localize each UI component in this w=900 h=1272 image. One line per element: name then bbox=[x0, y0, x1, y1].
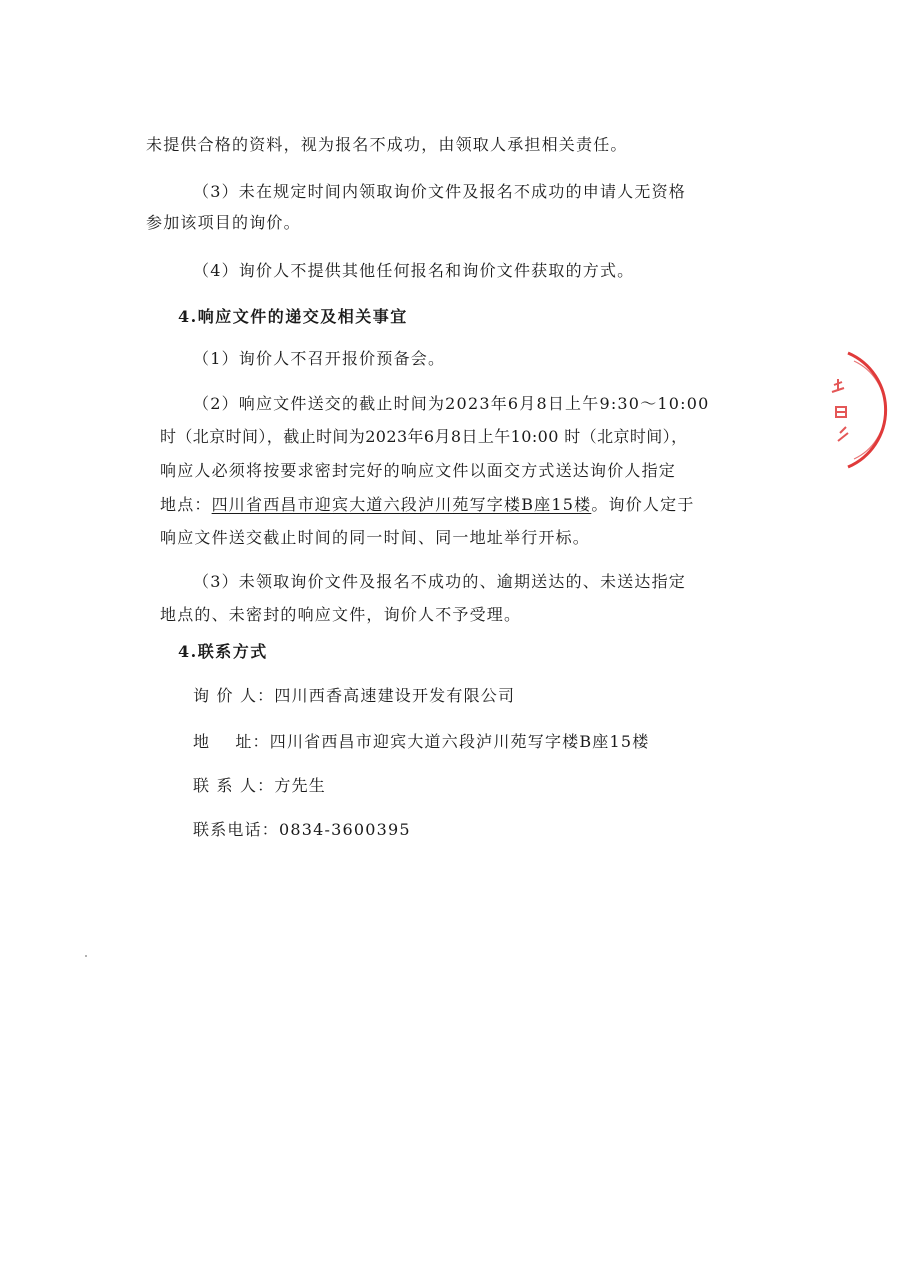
contact-row bbox=[193, 774, 326, 798]
contact-row bbox=[193, 730, 649, 754]
section-heading: 4.响应文件的递交及相关事宜 bbox=[178, 307, 408, 326]
underlined-address: 四川省西昌市迎宾大道六段泸川苑写字楼B座15楼 bbox=[211, 495, 592, 514]
seal-stamp-icon bbox=[800, 345, 890, 475]
contact-label: 联 系 人： bbox=[193, 776, 275, 795]
paragraph-line: 参加该项目的询价。 bbox=[146, 213, 301, 232]
section-heading: 4.联系方式 bbox=[178, 642, 268, 661]
paragraph-line: 响应人必须将按要求密封完好的响应文件以面交方式送达询价人指定 bbox=[160, 461, 677, 480]
paragraph-line: （3）未在规定时间内领取询价文件及报名不成功的申请人无资格 bbox=[193, 182, 686, 201]
contact-row bbox=[193, 818, 411, 842]
contact-label: 地 址： bbox=[193, 732, 270, 751]
paragraph-line: 响应文件送交截止时间的同一时间、同一地址举行开标。 bbox=[160, 528, 591, 547]
paragraph-line: 时（北京时间），截止时间为2023年6月8日上午10:00 时（北京时间）， bbox=[160, 427, 688, 446]
paragraph-line: 地点的、未密封的响应文件，询价人不予受理。 bbox=[160, 605, 522, 624]
text-fragment: 地点： bbox=[160, 495, 212, 514]
paragraph-line: （1）询价人不召开报价预备会。 bbox=[193, 349, 446, 368]
paragraph-line: （3）未领取询价文件及报名不成功的、逾期送达的、未送达指定 bbox=[193, 572, 686, 591]
contact-value: 四川省西昌市迎宾大道六段泸川苑写字楼B座15楼 bbox=[269, 732, 650, 751]
contact-value: 0834-3600395 bbox=[279, 820, 411, 839]
text-fragment: 。询价人定于 bbox=[591, 495, 695, 514]
scan-speck bbox=[85, 955, 87, 957]
contact-value: 方先生 bbox=[274, 776, 326, 795]
paragraph-line: （4）询价人不提供其他任何报名和询价文件获取的方式。 bbox=[193, 261, 635, 280]
contact-row bbox=[193, 684, 515, 708]
paragraph-line bbox=[160, 493, 695, 517]
paragraph-line: 未提供合格的资料，视为报名不成功，由领取人承担相关责任。 bbox=[146, 135, 628, 154]
contact-value: 四川西香高速建设开发有限公司 bbox=[274, 686, 516, 705]
contact-label: 联系电话： bbox=[193, 820, 280, 839]
paragraph-line: （2）响应文件送交的截止时间为2023年6月8日上午9:30～10:00 bbox=[193, 394, 710, 413]
contact-label: 询 价 人： bbox=[193, 686, 275, 705]
